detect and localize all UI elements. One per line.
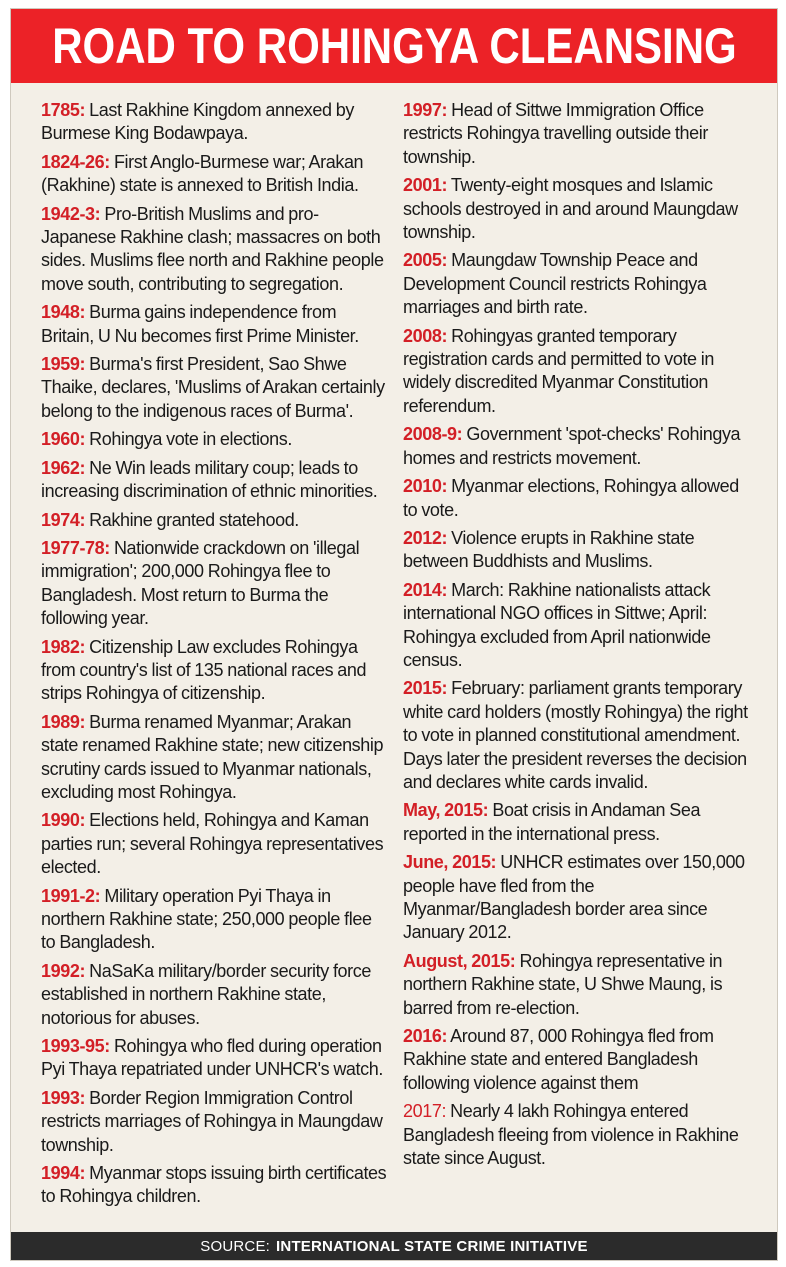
timeline-entry	[403, 475, 753, 522]
timeline-text: Boat crisis in Andaman Sea reported in the international press.	[403, 800, 701, 844]
timeline-year: 2014:	[403, 579, 448, 600]
timeline-entry	[41, 1162, 389, 1209]
timeline-column-left	[41, 99, 389, 1214]
timeline-text: Government 'spot-checks' Rohingya homes and restricts movement.	[403, 424, 741, 468]
timeline-text: Elections held, Rohingya and Kaman parties run; several Rohingya representatives elected.	[41, 810, 384, 878]
timeline-entry	[41, 353, 389, 423]
timeline-year: 2008-9:	[403, 424, 463, 445]
timeline-entry	[41, 151, 389, 198]
timeline-text: Pro-British Muslims and pro-Japanese Rakhine clash; massacres on both sides. Muslims flee north and Rakhine people move south, contributing to segregation.	[41, 203, 384, 294]
timeline-text: Myanmar stops issuing birth certificates to Rohingya children.	[41, 1163, 387, 1207]
timeline-year: 1962:	[41, 457, 86, 478]
timeline-text: Rohingya vote in elections.	[85, 429, 292, 450]
timeline-entry	[403, 527, 753, 574]
timeline-entry	[403, 423, 753, 470]
timeline-entry	[41, 428, 389, 451]
timeline-entry	[41, 509, 389, 532]
timeline-entry	[403, 1025, 753, 1095]
timeline-text: Last Rakhine Kingdom annexed by Burmese King Bodawpaya.	[41, 100, 354, 144]
timeline-text: Rohingya representative in northern Rakhine state, U Shwe Maung, is barred from re-election.	[403, 950, 723, 1018]
timeline-text: Twenty-eight mosques and Islamic schools destroyed in and around Maungdaw township.	[403, 175, 738, 243]
timeline-entry	[41, 636, 389, 706]
title-banner	[11, 9, 777, 83]
timeline-text: Military operation Pyi Thaya in northern Rakhine state; 250,000 people flee to Bangladesh.	[41, 885, 372, 953]
source-footer	[11, 1232, 777, 1260]
timeline-year: 1824-26:	[41, 151, 110, 172]
timeline-text: UNHCR estimates over 150,000 people have fled from the Myanmar/Bangladesh border area since January 2012.	[403, 852, 745, 943]
timeline-year: 2005:	[403, 250, 448, 271]
timeline-year: 1993-95:	[41, 1036, 110, 1057]
timeline-text: Nationwide crackdown on 'illegal immigration'; 200,000 Rohingya flee to Bangladesh. Most return to Burma the following year.	[41, 537, 360, 629]
timeline-text: Burma gains independence from Britain, U Nu becomes first Prime Minister.	[41, 302, 359, 346]
timeline-year: June, 2015:	[403, 852, 497, 873]
timeline-text: Rakhine granted statehood.	[85, 509, 299, 530]
timeline-text: Head of Sittwe Immigration Office restricts Rohingya travelling outside their township.	[403, 100, 708, 167]
timeline-year: 1959:	[41, 354, 86, 375]
timeline-entry	[403, 325, 753, 419]
source-label: SOURCE:	[200, 1237, 271, 1255]
timeline-column-right	[403, 99, 753, 1175]
timeline-text: Around 87, 000 Rohingya fled from Rakhine state and entered Bangladesh following violence against them	[403, 1026, 714, 1093]
timeline-year: 1948:	[41, 302, 86, 323]
timeline-text: Burma's first President, Sao Shwe Thaike, declares, 'Muslims of Arakan certainly belong to the indigenous races of Burma'.	[41, 354, 385, 421]
timeline-year: 1785:	[41, 100, 86, 120]
timeline-text: Nearly 4 lakh Rohingya entered Bangladesh fleeing from violence in Rakhine state since August.	[403, 1101, 739, 1169]
timeline-year: 1991-2:	[41, 885, 101, 906]
timeline-entry	[41, 1087, 389, 1157]
timeline-entry	[41, 457, 389, 504]
timeline-entry	[403, 950, 753, 1020]
source-value: INTERNATIONAL STATE CRIME INITIATIVE	[276, 1237, 588, 1255]
timeline-text: February: parliament grants temporary white card holders (mostly Rohingya) the right to vote in planned constitutional amendment. Days later the president reverses the decision and declares white cards invalid.	[403, 678, 748, 792]
timeline-entry	[403, 174, 753, 244]
timeline-year: 1974:	[41, 509, 86, 530]
timeline-text: Maungdaw Township Peace and Development Council restricts Rohingya marriages and birth rate.	[403, 250, 707, 318]
timeline-text: Violence erupts in Rakhine state between Buddhists and Muslims.	[403, 527, 695, 572]
timeline-entry	[41, 711, 389, 805]
infographic-panel	[10, 8, 778, 1261]
timeline-year: 2008:	[403, 325, 448, 346]
timeline-year: 1982:	[41, 636, 86, 657]
timeline-year: 2016:	[403, 1026, 448, 1047]
timeline-year: 2012:	[403, 527, 448, 548]
timeline-text: Burma renamed Myanmar; Arakan state renamed Rakhine state; new citizenship scrutiny cards issued to Myanmar nationals, excluding most Rohingya.	[41, 711, 384, 802]
timeline-year: 1997:	[403, 100, 448, 120]
timeline-entry	[41, 301, 389, 348]
timeline-entry	[403, 579, 753, 673]
timeline-year: 2001:	[403, 175, 448, 196]
timeline-text: First Anglo-Burmese war; Arakan (Rakhine) state is annexed to British India.	[41, 151, 364, 196]
timeline-year: 1992:	[41, 960, 86, 981]
timeline-entry	[403, 249, 753, 319]
timeline-year: 1993:	[41, 1087, 86, 1108]
timeline-text: Rohingya who fled during operation Pyi Thaya repatriated under UNHCR's watch.	[41, 1036, 383, 1080]
timeline-text: Myanmar elections, Rohingya allowed to vote.	[403, 476, 739, 520]
timeline-year: 2015:	[403, 678, 448, 699]
timeline-entry	[41, 960, 389, 1030]
timeline-text: Rohingyas granted temporary registration cards and permitted to vote in widely discredited Myanmar Constitution referendum.	[403, 325, 714, 416]
timeline-year: 1942-3:	[41, 203, 101, 224]
timeline-entry	[41, 203, 389, 297]
timeline-entry	[41, 1035, 389, 1082]
timeline-year: August, 2015:	[403, 950, 516, 971]
timeline-year: 1990:	[41, 810, 86, 831]
timeline-entry	[403, 1100, 753, 1170]
timeline-year: 2017:	[403, 1101, 447, 1122]
timeline-entry	[41, 809, 389, 879]
timeline-entry	[403, 677, 753, 794]
timeline-text: March: Rakhine nationalists attack international NGO offices in Sittwe; April: Rohingya excluded from April nationwide census.	[403, 579, 711, 670]
timeline-year: 1989:	[41, 711, 86, 732]
timeline-year: 1960:	[41, 429, 86, 450]
timeline-text: Border Region Immigration Control restricts marriages of Rohingya in Maungdaw township.	[41, 1087, 383, 1155]
timeline-entry	[41, 537, 389, 631]
timeline-text: Citizenship Law excludes Rohingya from country's list of 135 national races and strips Rohingya of citizenship.	[41, 636, 367, 704]
page-title: ROAD TO ROHINGYA CLEANSING	[51, 18, 737, 74]
timeline-entry	[403, 99, 753, 169]
timeline-entry	[41, 885, 389, 955]
timeline-entry	[403, 851, 753, 945]
timeline-entry	[403, 799, 753, 846]
timeline-text: NaSaKa military/border security force established in northern Rakhine state, notorious for abuses.	[41, 960, 371, 1028]
timeline-year: May, 2015:	[403, 800, 489, 821]
timeline-year: 1994:	[41, 1163, 86, 1184]
timeline-text: Ne Win leads military coup; leads to increasing discrimination of ethnic minorities.	[41, 457, 378, 502]
timeline-year: 1977-78:	[41, 537, 110, 558]
timeline-entry	[41, 99, 389, 146]
timeline-year: 2010:	[403, 476, 448, 497]
